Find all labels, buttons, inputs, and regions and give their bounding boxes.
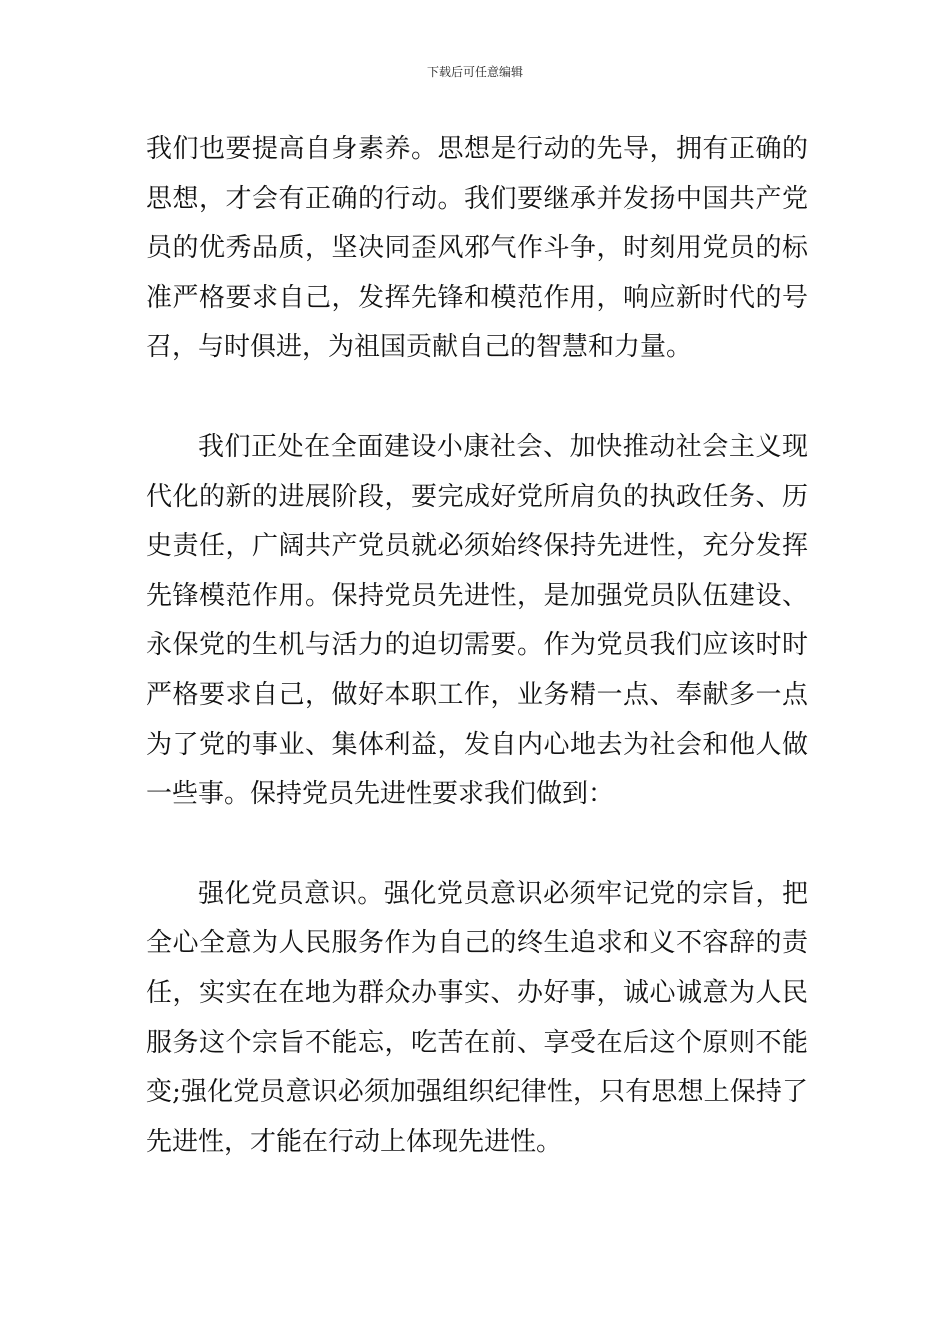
paragraph-party-advancement: 我们正处在全面建设小康社会、加快推动社会主义现代化的新的进展阶段，要完成好党所肩负的执政任务、历史责任，广阔共产党员就必须始终保持先进性，充分发挥先锋模范作用。保持党员先进性，是加强党员队伍建设、永保党的生机与活力的迫切需要。作为党员我们应该时时严格要求自己，做好本职工作，业务精一点、奉献多一点为了党的事业、集体利益，发自内心地去为社会和他人做一些事。保持党员先进性要求我们做到：: [146, 431, 808, 810]
paragraph-gap: [146, 820, 808, 870]
paragraph-self-improvement: 我们也要提高自身素养。思想是行动的先导，拥有正确的思想，才会有正确的行动。我们要继承并发扬中国共产党员的优秀品质，坚决同歪风邪气作斗争，时刻用党员的标准严格要求自己，发挥先锋和模范作用，响应新时代的号召，与时俱进，为祖国贡献自己的智慧和力量。: [146, 134, 808, 363]
paragraph-party-awareness: 强化党员意识。强化党员意识必须牢记党的宗旨，把全心全意为人民服务作为自己的终生追求和义不容辞的责任，实实在在地为群众办事实、办好事，诚心诚意为人民服务这个宗旨不能忘，吃苦在前、享受在后这个原则不能变;强化党员意识必须加强组织纪律性，只有思想上保持了先进性，才能在行动上体现先进性。: [146, 878, 808, 1157]
paragraph-gap: [146, 373, 808, 423]
document-body: [146, 125, 808, 1167]
header-note: 下载后可任意编辑: [426, 65, 523, 79]
